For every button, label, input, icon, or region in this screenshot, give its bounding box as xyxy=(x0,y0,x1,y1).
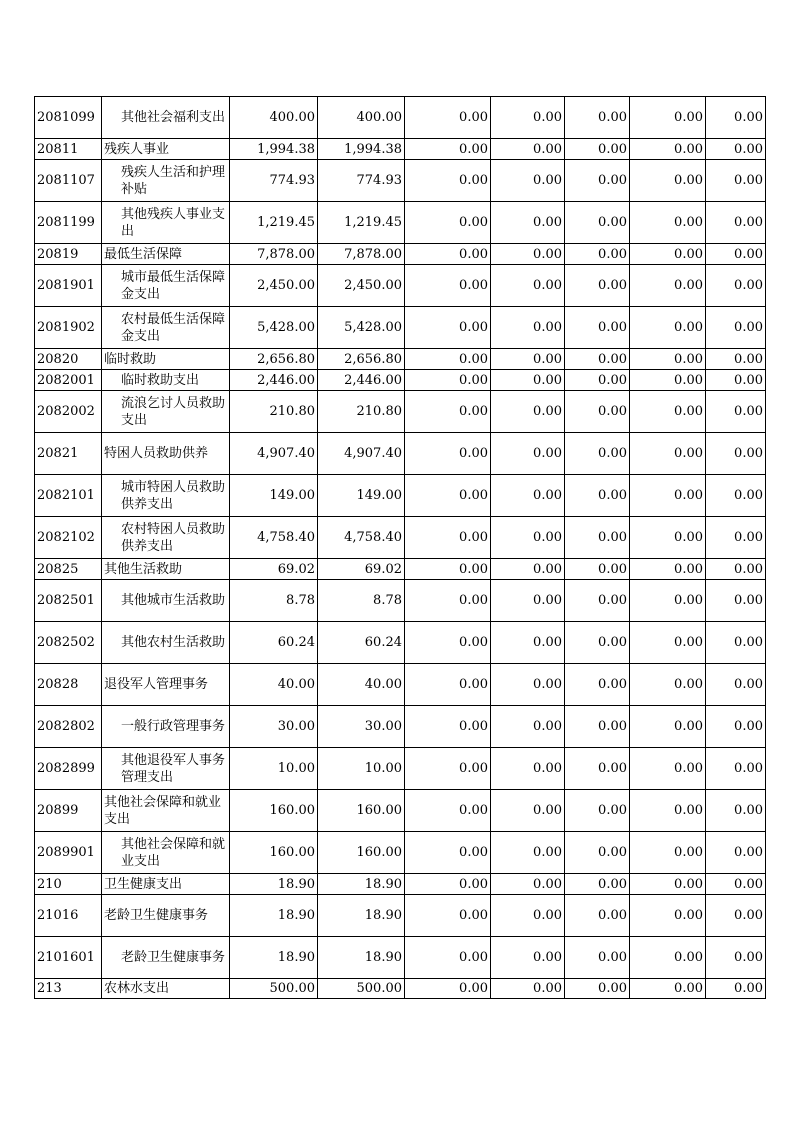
amount-cell: 0.00 xyxy=(491,979,565,999)
amount-cell: 4,907.40 xyxy=(318,433,405,475)
amount-cell: 500.00 xyxy=(230,979,318,999)
amount-cell: 0.00 xyxy=(630,874,706,895)
amount-cell: 0.00 xyxy=(405,307,491,349)
amount-cell: 0.00 xyxy=(706,895,766,937)
amount-cell: 1,219.45 xyxy=(230,202,318,244)
table-row xyxy=(35,937,766,979)
amount-cell: 7,878.00 xyxy=(318,244,405,265)
subject-code-cell: 2082899 xyxy=(35,748,102,790)
amount-cell: 0.00 xyxy=(706,391,766,433)
amount-cell: 0.00 xyxy=(630,97,706,139)
amount-cell: 0.00 xyxy=(706,832,766,874)
amount-cell: 0.00 xyxy=(630,517,706,559)
amount-cell: 0.00 xyxy=(565,748,630,790)
subject-name-cell: 老龄卫生健康事务 xyxy=(102,895,230,937)
table-row xyxy=(35,517,766,559)
amount-cell: 149.00 xyxy=(230,475,318,517)
amount-cell: 2,446.00 xyxy=(318,370,405,391)
amount-cell: 0.00 xyxy=(405,517,491,559)
subject-code-cell: 2081107 xyxy=(35,160,102,202)
budget-expenditure-table xyxy=(34,96,766,999)
amount-cell: 0.00 xyxy=(491,307,565,349)
amount-cell: 0.00 xyxy=(630,895,706,937)
amount-cell: 0.00 xyxy=(706,937,766,979)
amount-cell: 10.00 xyxy=(318,748,405,790)
amount-cell: 0.00 xyxy=(706,790,766,832)
amount-cell: 0.00 xyxy=(405,349,491,370)
amount-cell: 0.00 xyxy=(565,475,630,517)
amount-cell: 0.00 xyxy=(565,664,630,706)
amount-cell: 0.00 xyxy=(491,664,565,706)
amount-cell: 0.00 xyxy=(405,895,491,937)
amount-cell: 0.00 xyxy=(491,580,565,622)
amount-cell: 210.80 xyxy=(318,391,405,433)
amount-cell: 4,907.40 xyxy=(230,433,318,475)
subject-name-cell: 农林水支出 xyxy=(102,979,230,999)
amount-cell: 60.24 xyxy=(318,622,405,664)
table-row xyxy=(35,475,766,517)
amount-cell: 0.00 xyxy=(565,706,630,748)
subject-code-cell: 2101601 xyxy=(35,937,102,979)
amount-cell: 0.00 xyxy=(565,559,630,580)
amount-cell: 0.00 xyxy=(630,244,706,265)
amount-cell: 0.00 xyxy=(630,580,706,622)
table-row xyxy=(35,391,766,433)
table-row xyxy=(35,244,766,265)
subject-name-cell: 一般行政管理事务 xyxy=(102,706,230,748)
table-row xyxy=(35,307,766,349)
amount-cell: 0.00 xyxy=(405,622,491,664)
amount-cell: 0.00 xyxy=(706,664,766,706)
amount-cell: 0.00 xyxy=(630,349,706,370)
amount-cell: 0.00 xyxy=(630,664,706,706)
subject-code-cell: 2082802 xyxy=(35,706,102,748)
subject-name-cell: 城市特困人员救助供养支出 xyxy=(102,475,230,517)
subject-name-cell: 农村最低生活保障金支出 xyxy=(102,307,230,349)
amount-cell: 0.00 xyxy=(405,391,491,433)
table-row xyxy=(35,97,766,139)
amount-cell: 0.00 xyxy=(630,160,706,202)
amount-cell: 0.00 xyxy=(491,265,565,307)
amount-cell: 0.00 xyxy=(565,307,630,349)
amount-cell: 0.00 xyxy=(405,244,491,265)
table-row xyxy=(35,832,766,874)
amount-cell: 0.00 xyxy=(630,265,706,307)
subject-code-cell: 2081099 xyxy=(35,97,102,139)
subject-name-cell: 其他社会保障和就业支出 xyxy=(102,790,230,832)
amount-cell: 0.00 xyxy=(706,139,766,160)
amount-cell: 0.00 xyxy=(565,517,630,559)
amount-cell: 0.00 xyxy=(565,790,630,832)
table-row xyxy=(35,139,766,160)
table-row xyxy=(35,559,766,580)
amount-cell: 0.00 xyxy=(630,370,706,391)
amount-cell: 0.00 xyxy=(706,202,766,244)
amount-cell: 69.02 xyxy=(230,559,318,580)
amount-cell: 0.00 xyxy=(491,706,565,748)
subject-code-cell: 2081902 xyxy=(35,307,102,349)
amount-cell: 0.00 xyxy=(405,202,491,244)
amount-cell: 0.00 xyxy=(565,895,630,937)
subject-name-cell: 特困人员救助供养 xyxy=(102,433,230,475)
amount-cell: 0.00 xyxy=(630,622,706,664)
amount-cell: 0.00 xyxy=(706,97,766,139)
subject-name-cell: 其他残疾人事业支出 xyxy=(102,202,230,244)
amount-cell: 160.00 xyxy=(230,832,318,874)
amount-cell: 7,878.00 xyxy=(230,244,318,265)
amount-cell: 0.00 xyxy=(630,139,706,160)
subject-name-cell: 退役军人管理事务 xyxy=(102,664,230,706)
amount-cell: 0.00 xyxy=(565,580,630,622)
subject-code-cell: 2082502 xyxy=(35,622,102,664)
table-row xyxy=(35,202,766,244)
amount-cell: 0.00 xyxy=(405,664,491,706)
amount-cell: 0.00 xyxy=(405,874,491,895)
subject-code-cell: 2081199 xyxy=(35,202,102,244)
amount-cell: 18.90 xyxy=(318,937,405,979)
amount-cell: 160.00 xyxy=(318,832,405,874)
subject-name-cell: 其他农村生活救助 xyxy=(102,622,230,664)
amount-cell: 0.00 xyxy=(405,706,491,748)
amount-cell: 0.00 xyxy=(706,265,766,307)
amount-cell: 0.00 xyxy=(491,244,565,265)
amount-cell: 0.00 xyxy=(630,979,706,999)
amount-cell: 0.00 xyxy=(565,139,630,160)
amount-cell: 0.00 xyxy=(405,937,491,979)
table-row xyxy=(35,433,766,475)
table-row xyxy=(35,895,766,937)
amount-cell: 0.00 xyxy=(405,790,491,832)
amount-cell: 0.00 xyxy=(706,622,766,664)
amount-cell: 4,758.40 xyxy=(318,517,405,559)
amount-cell: 2,656.80 xyxy=(230,349,318,370)
amount-cell: 0.00 xyxy=(706,244,766,265)
amount-cell: 0.00 xyxy=(565,937,630,979)
table-row xyxy=(35,979,766,999)
amount-cell: 18.90 xyxy=(318,874,405,895)
amount-cell: 0.00 xyxy=(405,580,491,622)
subject-name-cell: 最低生活保障 xyxy=(102,244,230,265)
amount-cell: 0.00 xyxy=(491,895,565,937)
subject-code-cell: 213 xyxy=(35,979,102,999)
table-row xyxy=(35,370,766,391)
amount-cell: 0.00 xyxy=(630,790,706,832)
amount-cell: 0.00 xyxy=(491,139,565,160)
subject-name-cell: 其他生活救助 xyxy=(102,559,230,580)
amount-cell: 0.00 xyxy=(706,559,766,580)
amount-cell: 210.80 xyxy=(230,391,318,433)
subject-name-cell: 农村特困人员救助供养支出 xyxy=(102,517,230,559)
amount-cell: 0.00 xyxy=(706,349,766,370)
amount-cell: 0.00 xyxy=(491,559,565,580)
amount-cell: 0.00 xyxy=(565,160,630,202)
amount-cell: 0.00 xyxy=(491,97,565,139)
subject-name-cell: 卫生健康支出 xyxy=(102,874,230,895)
amount-cell: 2,450.00 xyxy=(318,265,405,307)
amount-cell: 0.00 xyxy=(565,832,630,874)
subject-code-cell: 2089901 xyxy=(35,832,102,874)
subject-name-cell: 老龄卫生健康事务 xyxy=(102,937,230,979)
subject-code-cell: 21016 xyxy=(35,895,102,937)
subject-code-cell: 20825 xyxy=(35,559,102,580)
subject-name-cell: 残疾人生活和护理补贴 xyxy=(102,160,230,202)
amount-cell: 774.93 xyxy=(318,160,405,202)
amount-cell: 2,446.00 xyxy=(230,370,318,391)
amount-cell: 60.24 xyxy=(230,622,318,664)
table-body xyxy=(35,97,766,999)
amount-cell: 2,656.80 xyxy=(318,349,405,370)
subject-name-cell: 其他城市生活救助 xyxy=(102,580,230,622)
amount-cell: 0.00 xyxy=(491,517,565,559)
amount-cell: 0.00 xyxy=(706,370,766,391)
amount-cell: 0.00 xyxy=(565,244,630,265)
amount-cell: 0.00 xyxy=(630,832,706,874)
subject-name-cell: 残疾人事业 xyxy=(102,139,230,160)
subject-name-cell: 临时救助 xyxy=(102,349,230,370)
subject-code-cell: 20828 xyxy=(35,664,102,706)
amount-cell: 0.00 xyxy=(630,937,706,979)
table-row xyxy=(35,874,766,895)
amount-cell: 0.00 xyxy=(706,580,766,622)
amount-cell: 0.00 xyxy=(630,706,706,748)
amount-cell: 0.00 xyxy=(706,160,766,202)
amount-cell: 18.90 xyxy=(318,895,405,937)
amount-cell: 0.00 xyxy=(405,370,491,391)
amount-cell: 0.00 xyxy=(565,349,630,370)
amount-cell: 0.00 xyxy=(491,349,565,370)
subject-code-cell: 210 xyxy=(35,874,102,895)
amount-cell: 0.00 xyxy=(706,307,766,349)
amount-cell: 69.02 xyxy=(318,559,405,580)
amount-cell: 0.00 xyxy=(405,475,491,517)
amount-cell: 0.00 xyxy=(630,307,706,349)
amount-cell: 10.00 xyxy=(230,748,318,790)
subject-code-cell: 2082002 xyxy=(35,391,102,433)
amount-cell: 0.00 xyxy=(630,391,706,433)
amount-cell: 0.00 xyxy=(491,832,565,874)
amount-cell: 0.00 xyxy=(565,874,630,895)
amount-cell: 5,428.00 xyxy=(318,307,405,349)
amount-cell: 18.90 xyxy=(230,937,318,979)
amount-cell: 18.90 xyxy=(230,874,318,895)
amount-cell: 0.00 xyxy=(405,139,491,160)
amount-cell: 30.00 xyxy=(230,706,318,748)
amount-cell: 400.00 xyxy=(230,97,318,139)
amount-cell: 0.00 xyxy=(405,97,491,139)
amount-cell: 160.00 xyxy=(318,790,405,832)
amount-cell: 0.00 xyxy=(630,559,706,580)
amount-cell: 0.00 xyxy=(706,475,766,517)
amount-cell: 0.00 xyxy=(565,433,630,475)
subject-name-cell: 其他社会福利支出 xyxy=(102,97,230,139)
amount-cell: 0.00 xyxy=(565,622,630,664)
amount-cell: 774.93 xyxy=(230,160,318,202)
amount-cell: 30.00 xyxy=(318,706,405,748)
amount-cell: 0.00 xyxy=(565,265,630,307)
amount-cell: 0.00 xyxy=(405,979,491,999)
subject-name-cell: 其他退役军人事务管理支出 xyxy=(102,748,230,790)
amount-cell: 0.00 xyxy=(630,202,706,244)
amount-cell: 40.00 xyxy=(230,664,318,706)
amount-cell: 0.00 xyxy=(491,202,565,244)
subject-code-cell: 20820 xyxy=(35,349,102,370)
subject-code-cell: 2082501 xyxy=(35,580,102,622)
amount-cell: 0.00 xyxy=(565,979,630,999)
amount-cell: 0.00 xyxy=(491,937,565,979)
amount-cell: 0.00 xyxy=(405,433,491,475)
amount-cell: 2,450.00 xyxy=(230,265,318,307)
subject-code-cell: 20899 xyxy=(35,790,102,832)
amount-cell: 0.00 xyxy=(491,475,565,517)
amount-cell: 0.00 xyxy=(706,748,766,790)
subject-name-cell: 流浪乞讨人员救助支出 xyxy=(102,391,230,433)
amount-cell: 0.00 xyxy=(630,748,706,790)
subject-code-cell: 2081901 xyxy=(35,265,102,307)
subject-code-cell: 20811 xyxy=(35,139,102,160)
amount-cell: 0.00 xyxy=(565,97,630,139)
amount-cell: 8.78 xyxy=(318,580,405,622)
amount-cell: 0.00 xyxy=(491,874,565,895)
amount-cell: 0.00 xyxy=(405,832,491,874)
subject-code-cell: 2082001 xyxy=(35,370,102,391)
amount-cell: 0.00 xyxy=(565,370,630,391)
amount-cell: 4,758.40 xyxy=(230,517,318,559)
amount-cell: 0.00 xyxy=(706,979,766,999)
amount-cell: 1,994.38 xyxy=(230,139,318,160)
amount-cell: 0.00 xyxy=(405,748,491,790)
subject-code-cell: 2082101 xyxy=(35,475,102,517)
amount-cell: 149.00 xyxy=(318,475,405,517)
table-row xyxy=(35,580,766,622)
amount-cell: 40.00 xyxy=(318,664,405,706)
amount-cell: 0.00 xyxy=(565,202,630,244)
amount-cell: 1,219.45 xyxy=(318,202,405,244)
amount-cell: 0.00 xyxy=(491,391,565,433)
subject-code-cell: 20819 xyxy=(35,244,102,265)
amount-cell: 5,428.00 xyxy=(230,307,318,349)
subject-code-cell: 2082102 xyxy=(35,517,102,559)
amount-cell: 0.00 xyxy=(491,748,565,790)
amount-cell: 0.00 xyxy=(405,160,491,202)
table-row xyxy=(35,265,766,307)
table-row xyxy=(35,790,766,832)
subject-code-cell: 20821 xyxy=(35,433,102,475)
table-row xyxy=(35,706,766,748)
amount-cell: 0.00 xyxy=(706,433,766,475)
amount-cell: 0.00 xyxy=(491,790,565,832)
table-row xyxy=(35,622,766,664)
table-row xyxy=(35,748,766,790)
amount-cell: 0.00 xyxy=(491,160,565,202)
amount-cell: 0.00 xyxy=(491,370,565,391)
amount-cell: 0.00 xyxy=(405,265,491,307)
amount-cell: 0.00 xyxy=(405,559,491,580)
amount-cell: 400.00 xyxy=(318,97,405,139)
amount-cell: 18.90 xyxy=(230,895,318,937)
amount-cell: 0.00 xyxy=(706,874,766,895)
subject-name-cell: 临时救助支出 xyxy=(102,370,230,391)
amount-cell: 0.00 xyxy=(630,475,706,517)
table-row xyxy=(35,664,766,706)
subject-name-cell: 城市最低生活保障金支出 xyxy=(102,265,230,307)
amount-cell: 1,994.38 xyxy=(318,139,405,160)
amount-cell: 0.00 xyxy=(706,706,766,748)
amount-cell: 500.00 xyxy=(318,979,405,999)
amount-cell: 8.78 xyxy=(230,580,318,622)
amount-cell: 0.00 xyxy=(706,517,766,559)
table-row xyxy=(35,160,766,202)
subject-name-cell: 其他社会保障和就业支出 xyxy=(102,832,230,874)
amount-cell: 160.00 xyxy=(230,790,318,832)
amount-cell: 0.00 xyxy=(630,433,706,475)
amount-cell: 0.00 xyxy=(491,433,565,475)
amount-cell: 0.00 xyxy=(565,391,630,433)
table-row xyxy=(35,349,766,370)
amount-cell: 0.00 xyxy=(491,622,565,664)
